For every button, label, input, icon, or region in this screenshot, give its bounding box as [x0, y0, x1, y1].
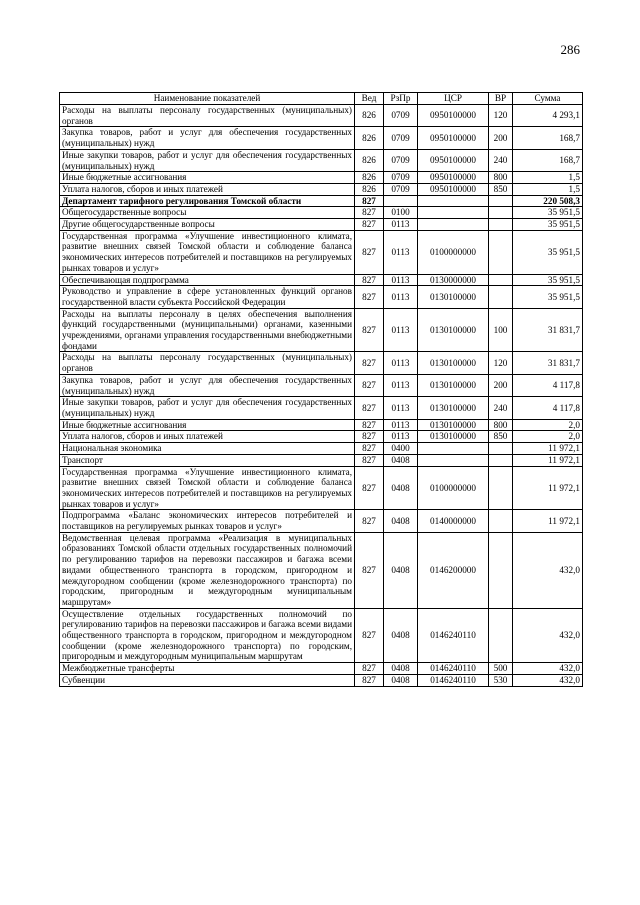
cell-sum: 4 117,8: [513, 397, 583, 419]
cell-vr: [489, 219, 513, 231]
cell-vr: 850: [489, 431, 513, 443]
table-row: [60, 195, 583, 207]
table-row: [60, 374, 583, 396]
cell-csr: 0146240110: [418, 674, 489, 686]
cell-rzpr: [384, 195, 418, 207]
cell-vr: [489, 454, 513, 466]
cell-vr: 200: [489, 374, 513, 396]
table-row: [60, 419, 583, 431]
cell-sum: 220 508,3: [513, 195, 583, 207]
cell-name: Иные бюджетные ассигнования: [60, 419, 355, 431]
table-row: [60, 183, 583, 195]
cell-vr: 120: [489, 105, 513, 127]
cell-csr: 0130100000: [418, 352, 489, 374]
cell-rzpr: 0113: [384, 308, 418, 352]
header-csr: ЦСР: [418, 93, 489, 105]
header-rzpr: РзПр: [384, 93, 418, 105]
cell-sum: 168,7: [513, 127, 583, 149]
cell-sum: 31 831,7: [513, 352, 583, 374]
cell-sum: 31 831,7: [513, 308, 583, 352]
cell-rzpr: 0408: [384, 454, 418, 466]
table-row: [60, 443, 583, 455]
cell-ved: 827: [355, 219, 384, 231]
table-header-row: [60, 93, 583, 105]
cell-ved: 827: [355, 397, 384, 419]
cell-sum: 35 951,5: [513, 219, 583, 231]
cell-name: Уплата налогов, сборов и иных платежей: [60, 431, 355, 443]
cell-vr: 240: [489, 397, 513, 419]
cell-csr: [418, 454, 489, 466]
cell-name: Государственная программа «Улучшение инвестиционного климата, развитие внешних связей Томской области и соблюдение баланса экономических интересов потребителей и поставщиков на регулируемых рынках товаров и услуг»: [60, 466, 355, 510]
table-row: [60, 674, 583, 686]
table-row: [60, 352, 583, 374]
cell-rzpr: 0408: [384, 674, 418, 686]
cell-rzpr: 0408: [384, 466, 418, 510]
cell-sum: 432,0: [513, 674, 583, 686]
cell-name: Департамент тарифного регулирования Томской области: [60, 195, 355, 207]
cell-vr: [489, 608, 513, 663]
table-row: [60, 308, 583, 352]
cell-ved: 827: [355, 374, 384, 396]
table-row: [60, 274, 583, 286]
cell-sum: 35 951,5: [513, 274, 583, 286]
header-vr: ВР: [489, 93, 513, 105]
cell-name: Руководство и управление в сфере установленных функций органов государственной власти субъекта Российской Федерации: [60, 286, 355, 308]
cell-ved: 827: [355, 274, 384, 286]
cell-vr: 240: [489, 149, 513, 171]
cell-ved: 827: [355, 308, 384, 352]
cell-rzpr: 0113: [384, 374, 418, 396]
cell-csr: 0130100000: [418, 374, 489, 396]
cell-rzpr: 0113: [384, 419, 418, 431]
cell-csr: 0130000000: [418, 274, 489, 286]
header-name: Наименование показателей: [60, 93, 355, 105]
cell-name: Закупка товаров, работ и услуг для обеспечения государственных (муниципальных) нужд: [60, 127, 355, 149]
cell-rzpr: 0113: [384, 397, 418, 419]
cell-name: Субвенции: [60, 674, 355, 686]
cell-sum: 35 951,5: [513, 207, 583, 219]
cell-sum: 168,7: [513, 149, 583, 171]
cell-ved: 827: [355, 532, 384, 608]
cell-name: Общегосударственные вопросы: [60, 207, 355, 219]
cell-name: Уплата налогов, сборов и иных платежей: [60, 183, 355, 195]
cell-ved: 826: [355, 172, 384, 184]
cell-vr: 850: [489, 183, 513, 195]
cell-name: Обеспечивающая подпрограмма: [60, 274, 355, 286]
table-row: [60, 149, 583, 171]
table-row: [60, 532, 583, 608]
cell-csr: [418, 195, 489, 207]
cell-csr: 0100000000: [418, 466, 489, 510]
cell-csr: [418, 219, 489, 231]
cell-ved: 827: [355, 230, 384, 274]
cell-ved: 827: [355, 286, 384, 308]
cell-rzpr: 0709: [384, 149, 418, 171]
cell-name: Иные бюджетные ассигнования: [60, 172, 355, 184]
cell-rzpr: 0408: [384, 663, 418, 675]
table-row: [60, 230, 583, 274]
table-row: [60, 207, 583, 219]
cell-rzpr: 0113: [384, 431, 418, 443]
cell-sum: 4 293,1: [513, 105, 583, 127]
table-row: [60, 608, 583, 663]
cell-sum: 432,0: [513, 532, 583, 608]
cell-ved: 827: [355, 510, 384, 532]
cell-csr: 0146240110: [418, 663, 489, 675]
cell-vr: 800: [489, 172, 513, 184]
cell-rzpr: 0113: [384, 286, 418, 308]
cell-name: Расходы на выплаты персоналу государственных (муниципальных) органов: [60, 352, 355, 374]
table-row: [60, 219, 583, 231]
cell-rzpr: 0113: [384, 274, 418, 286]
budget-table: [59, 92, 583, 687]
cell-sum: 35 951,5: [513, 230, 583, 274]
cell-vr: [489, 510, 513, 532]
cell-name: Ведомственная целевая программа «Реализация в муниципальных образованиях Томской области отдельных государственных полномочий по регулированию тарифов на перевозки пассажиров и багажа всеми видами общественного транспорта в городском, пригородном и междугородном сообщении (кроме железнодорожного транспорта) по городским, пригородным и междугородным муниципальным маршрутам»: [60, 532, 355, 608]
cell-csr: 0950100000: [418, 172, 489, 184]
cell-rzpr: 0113: [384, 219, 418, 231]
cell-sum: 2,0: [513, 431, 583, 443]
cell-sum: 11 972,1: [513, 443, 583, 455]
cell-ved: 827: [355, 431, 384, 443]
cell-name: Осуществление отдельных государственных полномочий по регулированию тарифов на перевозки пассажиров и багажа всеми видами общественного транспорта в городском, пригородном и междугородном сообщении (кроме железнодорожного транспорта) по городским, пригородным и междугородным муниципальным маршрутам: [60, 608, 355, 663]
cell-sum: 432,0: [513, 663, 583, 675]
cell-csr: 0100000000: [418, 230, 489, 274]
table-row: [60, 454, 583, 466]
cell-sum: 11 972,1: [513, 466, 583, 510]
cell-name: Государственная программа «Улучшение инвестиционного климата, развитие внешних связей Томской области и соблюдение баланса экономических интересов потребителей и поставщиков на регулируемых рынках товаров и услуг»: [60, 230, 355, 274]
cell-ved: 827: [355, 419, 384, 431]
cell-csr: 0950100000: [418, 183, 489, 195]
cell-vr: [489, 443, 513, 455]
cell-ved: 827: [355, 663, 384, 675]
table-row: [60, 466, 583, 510]
cell-sum: 2,0: [513, 419, 583, 431]
header-ved: Вед: [355, 93, 384, 105]
cell-csr: 0950100000: [418, 105, 489, 127]
table-row: [60, 127, 583, 149]
cell-rzpr: 0408: [384, 510, 418, 532]
cell-ved: 827: [355, 466, 384, 510]
cell-sum: 11 972,1: [513, 454, 583, 466]
page-number: 286: [560, 42, 580, 57]
cell-name: Закупка товаров, работ и услуг для обеспечения государственных (муниципальных) нужд: [60, 374, 355, 396]
cell-name: Национальная экономика: [60, 443, 355, 455]
cell-vr: [489, 230, 513, 274]
cell-ved: 827: [355, 454, 384, 466]
cell-csr: 0130100000: [418, 431, 489, 443]
cell-csr: 0146240110: [418, 608, 489, 663]
cell-ved: 827: [355, 608, 384, 663]
table-row: [60, 510, 583, 532]
cell-ved: 827: [355, 207, 384, 219]
cell-rzpr: 0709: [384, 127, 418, 149]
cell-rzpr: 0709: [384, 172, 418, 184]
cell-csr: [418, 207, 489, 219]
cell-vr: 100: [489, 308, 513, 352]
cell-csr: 0146200000: [418, 532, 489, 608]
cell-csr: 0950100000: [418, 127, 489, 149]
cell-csr: 0130100000: [418, 308, 489, 352]
cell-vr: [489, 274, 513, 286]
cell-vr: [489, 286, 513, 308]
cell-csr: 0130100000: [418, 419, 489, 431]
table-row: [60, 397, 583, 419]
cell-rzpr: 0408: [384, 532, 418, 608]
cell-ved: 826: [355, 149, 384, 171]
table-row: [60, 172, 583, 184]
cell-sum: 1,5: [513, 183, 583, 195]
cell-name: Иные закупки товаров, работ и услуг для обеспечения государственных (муниципальных) нужд: [60, 149, 355, 171]
header-sum: Сумма: [513, 93, 583, 105]
cell-csr: 0130100000: [418, 286, 489, 308]
cell-ved: 826: [355, 127, 384, 149]
cell-csr: [418, 443, 489, 455]
cell-rzpr: 0400: [384, 443, 418, 455]
cell-rzpr: 0113: [384, 352, 418, 374]
table-row: [60, 286, 583, 308]
cell-csr: 0140000000: [418, 510, 489, 532]
cell-rzpr: 0408: [384, 608, 418, 663]
cell-name: Другие общегосударственные вопросы: [60, 219, 355, 231]
cell-rzpr: 0709: [384, 105, 418, 127]
cell-name: Иные закупки товаров, работ и услуг для обеспечения государственных (муниципальных) нужд: [60, 397, 355, 419]
cell-name: Транспорт: [60, 454, 355, 466]
cell-name: Подпрограмма «Баланс экономических интересов потребителей и поставщиков на регулируемых рынках товаров и услуг»: [60, 510, 355, 532]
cell-vr: [489, 207, 513, 219]
cell-sum: 35 951,5: [513, 286, 583, 308]
cell-sum: 1,5: [513, 172, 583, 184]
cell-rzpr: 0113: [384, 230, 418, 274]
table-row: [60, 431, 583, 443]
cell-sum: 432,0: [513, 608, 583, 663]
cell-ved: 826: [355, 183, 384, 195]
table-row: [60, 663, 583, 675]
cell-ved: 827: [355, 195, 384, 207]
cell-ved: 827: [355, 674, 384, 686]
cell-sum: 11 972,1: [513, 510, 583, 532]
cell-vr: 200: [489, 127, 513, 149]
cell-vr: 800: [489, 419, 513, 431]
cell-rzpr: 0709: [384, 183, 418, 195]
cell-name: Межбюджетные трансферты: [60, 663, 355, 675]
cell-vr: [489, 195, 513, 207]
cell-csr: 0130100000: [418, 397, 489, 419]
cell-sum: 4 117,8: [513, 374, 583, 396]
cell-vr: 530: [489, 674, 513, 686]
cell-name: Расходы на выплаты персоналу государственных (муниципальных) органов: [60, 105, 355, 127]
cell-rzpr: 0100: [384, 207, 418, 219]
cell-vr: 120: [489, 352, 513, 374]
cell-ved: 827: [355, 352, 384, 374]
cell-name: Расходы на выплаты персоналу в целях обеспечения выполнения функций государственными (муниципальными) органами, казенными учреждениями, органами управления государственными внебюджетными фондами: [60, 308, 355, 352]
cell-csr: 0950100000: [418, 149, 489, 171]
cell-ved: 826: [355, 105, 384, 127]
cell-vr: 500: [489, 663, 513, 675]
cell-vr: [489, 532, 513, 608]
cell-vr: [489, 466, 513, 510]
cell-ved: 827: [355, 443, 384, 455]
table-row: [60, 105, 583, 127]
